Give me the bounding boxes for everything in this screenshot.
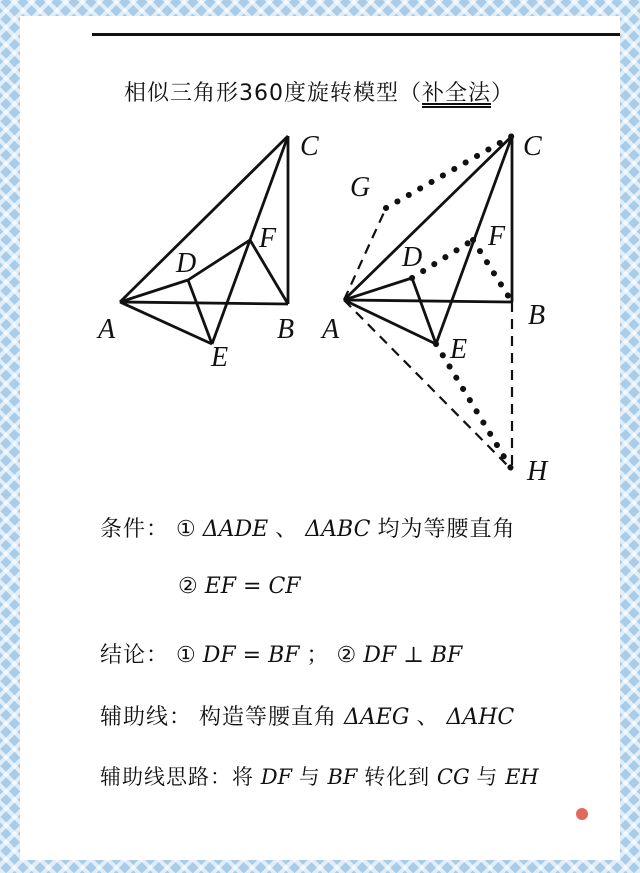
title-main: 相似三角形360度旋转模型（	[124, 81, 422, 106]
label-right-B: B	[528, 300, 546, 331]
segment-AB	[344, 300, 512, 302]
conclusion-2-equation: DF ⊥ BF	[363, 643, 463, 668]
label-left-A: A	[98, 314, 116, 345]
label-right-H: H	[527, 456, 548, 487]
condition-1-separator: 、	[275, 517, 299, 542]
aux-idea-word-3: 转化到	[364, 765, 431, 789]
conclusion-label: 结论：	[100, 643, 170, 668]
label-left-B: B	[277, 314, 295, 345]
segment-DF	[188, 240, 250, 280]
conclusion-separator: ；	[306, 643, 330, 668]
condition-1-triangle-2: ΔABC	[305, 517, 371, 542]
aux-line-text: 构造等腰直角	[199, 705, 338, 730]
condition-1-number: ①	[176, 517, 196, 542]
label-left-F: F	[259, 223, 277, 254]
aux-line-triangle-1: ΔAEG	[344, 705, 410, 730]
title-highlight: 补全法	[422, 81, 492, 106]
segment-AB	[120, 302, 288, 304]
aux-idea-label: 辅助线思路：	[100, 765, 232, 789]
segment-AC	[344, 136, 512, 300]
aux-line-label: 辅助线：	[100, 705, 193, 730]
segment-EH	[436, 344, 512, 470]
conclusion-line	[100, 638, 462, 669]
aux-idea-word-4: 与	[476, 765, 499, 789]
figure-right	[344, 136, 512, 344]
label-right-E: E	[450, 334, 468, 365]
segment-AC	[120, 136, 288, 302]
aux-line-triangle-2: ΔAHC	[446, 705, 515, 730]
label-left-C: C	[300, 131, 319, 162]
conditions-label: 条件：	[100, 517, 170, 542]
conditions-line-2	[178, 574, 301, 599]
conclusion-2-number: ②	[336, 643, 357, 668]
label-left-D: D	[176, 248, 197, 279]
aux-idea-math-4: EH	[505, 765, 539, 789]
aux-line	[100, 700, 514, 731]
conditions-line-1	[100, 512, 515, 543]
label-left-E: E	[211, 342, 229, 373]
aux-idea-word-1: 将	[232, 765, 254, 789]
aux-line-separator: 、	[416, 705, 440, 730]
label-right-F: F	[488, 221, 506, 252]
aux-idea-word-2: 与	[298, 765, 321, 789]
aux-idea-math-2: BF	[327, 765, 358, 789]
aux-idea-line	[100, 761, 539, 791]
condition-2-number: ②	[178, 574, 198, 599]
condition-1-triangle-1: ΔADE	[202, 517, 269, 542]
title-close: ）	[491, 81, 515, 106]
label-right-C: C	[523, 131, 542, 162]
seal-stamp	[576, 808, 588, 820]
figure-right-labels	[320, 131, 549, 487]
condition-1-tail: 均为等腰直角	[377, 517, 516, 542]
conclusion-1-number: ①	[176, 643, 196, 668]
label-right-G: G	[350, 172, 371, 203]
label-right-A: A	[322, 314, 340, 345]
aux-idea-math-3: CG	[436, 765, 470, 789]
conclusion-1-equation: DF = BF	[202, 643, 300, 668]
label-right-D: D	[402, 242, 423, 273]
segment-AG	[344, 208, 386, 300]
condition-2-equation: EF = CF	[204, 574, 301, 599]
figure-left-labels	[96, 131, 319, 373]
aux-idea-math-1: DF	[260, 765, 293, 789]
